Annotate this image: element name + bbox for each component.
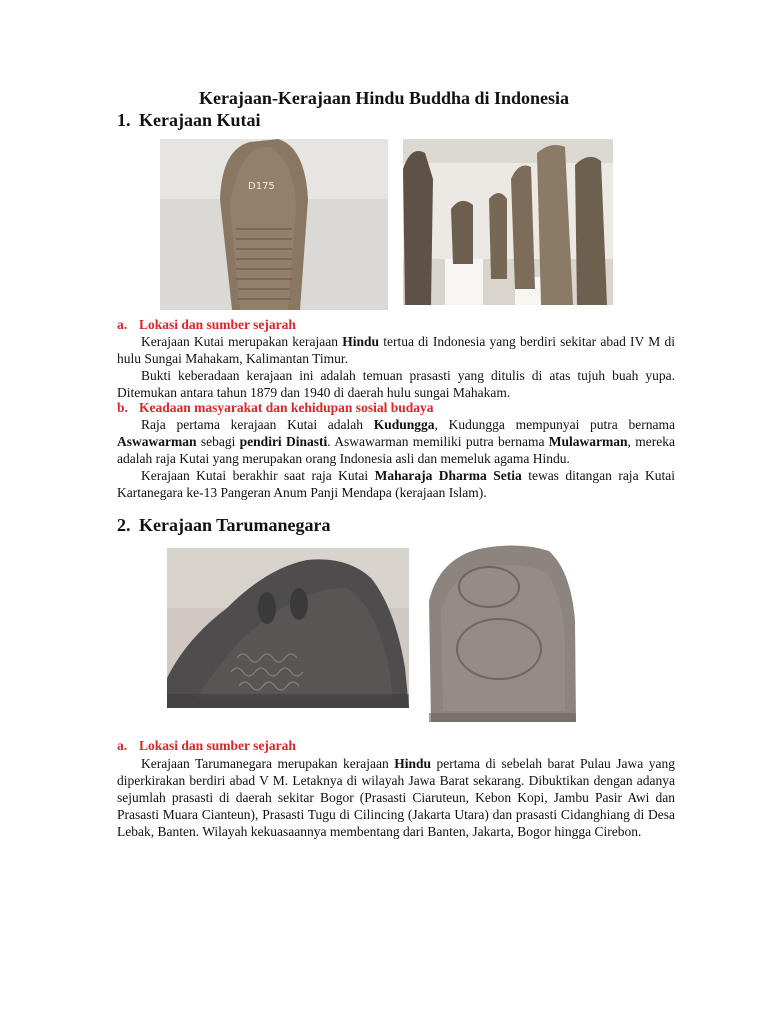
- subheading-kutai-b: [117, 400, 433, 416]
- bold-term: Hindu: [394, 756, 431, 771]
- text-run: pertama di sebelah barat Pulau Jawa yang diperkirakan berdiri abad V M. Letaknya di wilayah Jawa Barat sekarang. Dibuktikan dengan adanya sejumlah prasasti di daerah sekitar Bogor (Prasasti Ciaruteun, Kebon Kopi, Jambu Pasir Awi dan Prasasti Muara Cianteun), Prasasti Tugu di Cilincing (Jakarta Utara) dan prasasti Cidanghiang di Desa Lebak, Banten. Wilayah kekuasaannya membentang dari Banten, Jakarta, Bogor hingga Cirebon.: [117, 756, 675, 839]
- text-run: Kerajaan Kutai berakhir saat raja Kutai: [141, 468, 375, 483]
- text-run: , Kudungga mempunyai putra bernama: [434, 417, 675, 432]
- subheading-text: Keadaan masyarakat dan kehidupan sosial budaya: [139, 400, 434, 415]
- text-run: Raja pertama kerajaan Kutai adalah: [141, 417, 374, 432]
- section-heading-tarumanegara: [117, 515, 331, 536]
- text-run: . Aswawarman memiliki putra bernama: [327, 434, 549, 449]
- subheading-letter: a.: [117, 317, 128, 332]
- text-run: sebagi: [196, 434, 240, 449]
- tarumanegara-location-text: [117, 755, 675, 840]
- subheading-letter: a.: [117, 738, 128, 753]
- paragraph: [117, 467, 675, 501]
- text-run: Bukti keberadaan kerajaan ini adalah temuan prasasti yang ditulis di atas tujuh buah yupa. Ditemukan antara tahun 1879 dan 1940 di daerah hulu sungai Mahakam.: [117, 368, 675, 400]
- kebon-kopi-photo: [429, 541, 576, 722]
- kutai-society-text: [117, 416, 675, 501]
- yupa-photo-1: [160, 139, 388, 310]
- ciaruteun-photo: [167, 548, 409, 708]
- bold-term: pendiri Dinasti: [239, 434, 328, 449]
- section-title: Kerajaan Kutai: [139, 110, 261, 130]
- subheading-kutai-a: [117, 317, 296, 333]
- text-run: tewas ditangan raja Kutai Kartanegara ke-13 Pangeran Anum Panji Mendapa (kerajaan Islam).: [117, 468, 675, 500]
- bold-term: Mulawarman: [548, 434, 628, 449]
- kutai-location-text: [117, 333, 675, 401]
- paragraph: [117, 755, 675, 840]
- bold-term: Maharaja Dharma Setia: [374, 468, 522, 483]
- subheading-letter: b.: [117, 400, 128, 415]
- paragraph: [117, 333, 675, 367]
- text-run: Kerajaan Kutai merupakan kerajaan: [141, 334, 343, 349]
- subheading-text: Lokasi dan sumber sejarah: [139, 317, 296, 332]
- bold-term: Aswawarman: [117, 434, 197, 449]
- bold-term: Kudungga: [373, 417, 435, 432]
- document-title: Kerajaan-Kerajaan Hindu Buddha di Indonesia: [198, 88, 570, 108]
- text-run: Kerajaan Tarumanegara merupakan kerajaan: [141, 756, 395, 771]
- text-run: , mereka adalah raja Kutai yang merupakan orang Indonesia asli dan memeluk agama Hindu.: [117, 434, 675, 466]
- svg-text:D175: D175: [248, 181, 275, 192]
- yupa-photo-2: [403, 139, 613, 305]
- paragraph: [117, 367, 675, 401]
- subheading-text: Lokasi dan sumber sejarah: [139, 738, 296, 753]
- text-run: tertua di Indonesia yang berdiri sekitar abad IV M di hulu Sungai Mahakam, Kalimantan Timur.: [117, 334, 675, 366]
- section-title: Kerajaan Tarumanegara: [139, 515, 331, 535]
- bold-term: Hindu: [342, 334, 379, 349]
- subheading-tarumanegara-a: [117, 738, 296, 754]
- section-number: 2.: [117, 515, 131, 535]
- paragraph: [117, 416, 675, 467]
- section-heading-kutai: [117, 110, 261, 131]
- section-number: 1.: [117, 110, 131, 130]
